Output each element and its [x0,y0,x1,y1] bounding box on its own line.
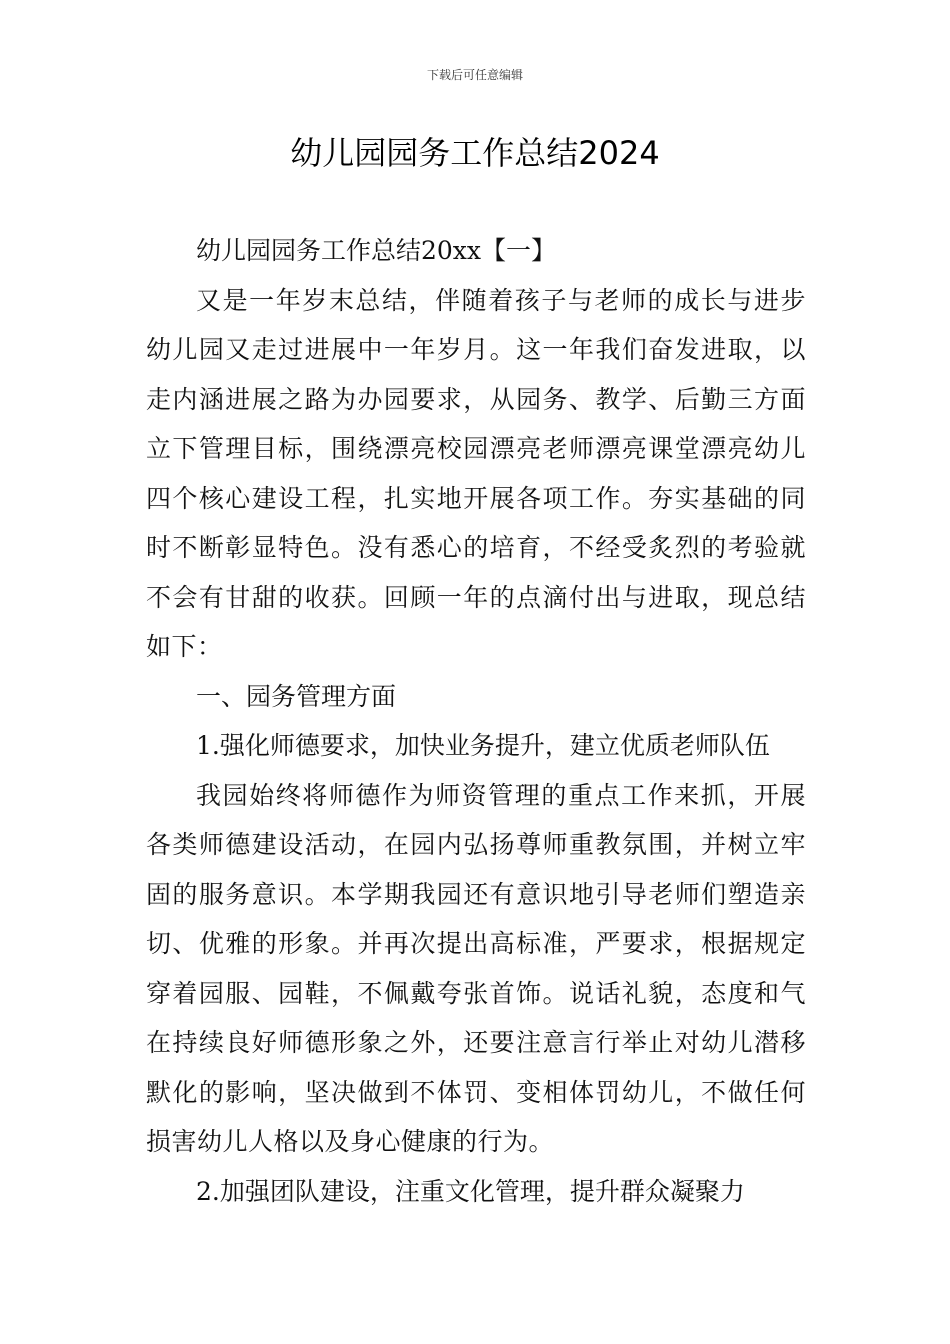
item-paragraph: 我园始终将师德作为师资管理的重点工作来抓，开展各类师德建设活动，在园内弘扬尊师重教氛围，并树立牢固的服务意识。本学期我园还有意识地引导老师们塑造亲切、优雅的形象。并再次提出高标准，严要求，根据规定穿着园服、园鞋，不佩戴夸张首饰。说话礼貌，态度和气在持续良好师德形象之外，还要注意言行举止对幼儿潜移默化的影响，坚决做到不体罚、变相体罚幼儿，不做任何损害幼儿人格以及身心健康的行为。 [146,780,806,1156]
document-title: 幼儿园园务工作总结2024 [290,134,660,172]
item-heading: 1.强化师德要求，加快业务提升，建立优质老师队伍 [196,731,770,760]
section-heading: 一、园务管理方面 [196,681,397,711]
header-note: 下载后可任意编辑 [426,68,523,82]
item-heading: 2.加强团队建设，注重文化管理，提升群众凝聚力 [196,1176,745,1206]
subtitle: 幼儿园园务工作总结20xx【一】 [196,236,557,265]
intro-paragraph: 又是一年岁末总结，伴随着孩子与老师的成长与进步幼儿园又走过进展中一年岁月。这一年我们奋发进取，以走内涵进展之路为办园要求，从园务、教学、后勤三方面立下管理目标，围绕漂亮校园漂亮老师漂亮课堂漂亮幼儿四个核心建设工程，扎实地开展各项工作。夯实基础的同时不断彰显特色。没有悉心的培育，不经受炙烈的考验就不会有甘甜的收获。回顾一年的点滴付出与进取，现总结如下： [146,285,806,661]
document-body [146,226,806,1216]
